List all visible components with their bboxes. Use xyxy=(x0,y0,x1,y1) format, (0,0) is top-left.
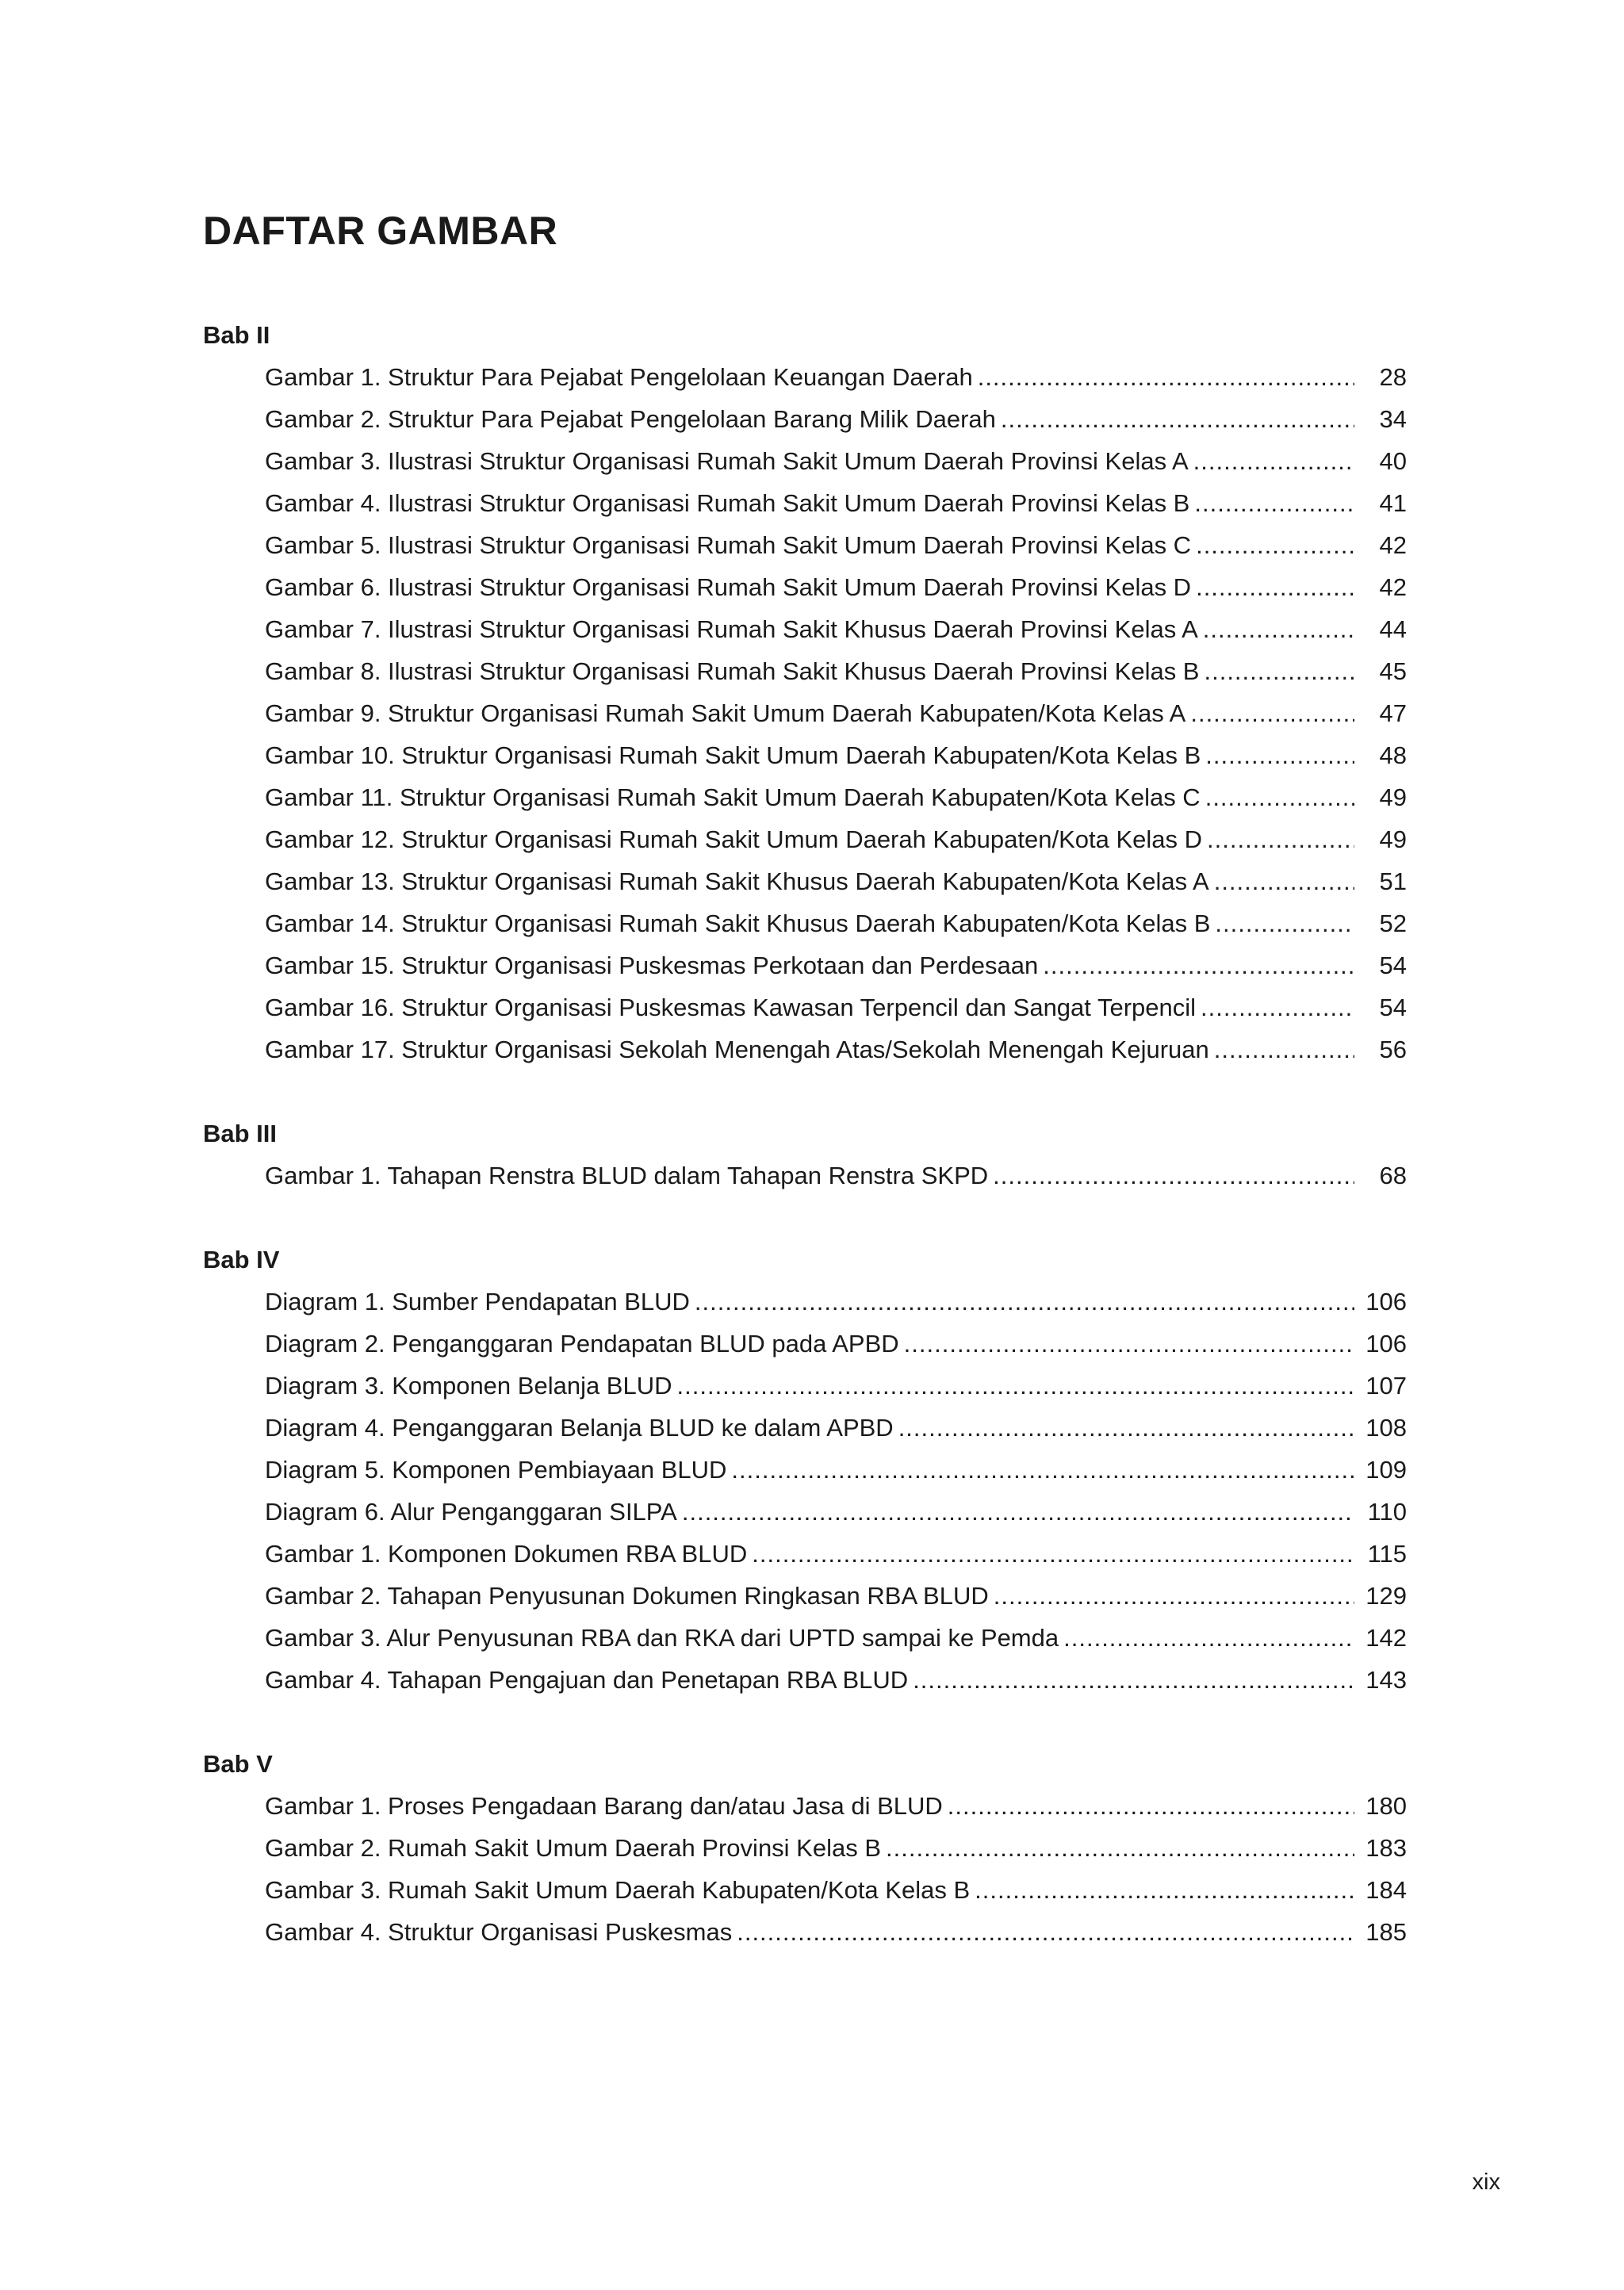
toc-entry xyxy=(265,608,1407,650)
entry-label: Gambar 15. Struktur Organisasi Puskesmas Perkotaan dan Perdesaan xyxy=(265,952,1039,979)
entry-label: Gambar 2. Tahapan Penyusunan Dokumen Ringkasan RBA BLUD xyxy=(265,1582,989,1610)
toc-entry xyxy=(265,902,1407,944)
toc-entry xyxy=(265,1869,1407,1911)
entry-page-number: 109 xyxy=(1365,1456,1407,1484)
dot-leader xyxy=(682,1491,1354,1533)
dot-leader xyxy=(1205,776,1354,818)
entry-page-number: 115 xyxy=(1367,1540,1407,1568)
toc-entry xyxy=(265,1281,1407,1323)
dot-leader xyxy=(994,1575,1354,1617)
entry-page-number: 28 xyxy=(1379,363,1407,391)
page-number: xix xyxy=(1472,2169,1500,2195)
dot-leader xyxy=(752,1533,1354,1575)
entry-label: Gambar 12. Struktur Organisasi Rumah Sakit Umum Daerah Kabupaten/Kota Kelas D xyxy=(265,825,1202,853)
entry-page-number: 34 xyxy=(1379,405,1407,433)
dot-leader xyxy=(737,1911,1354,1953)
entry-label: Gambar 16. Struktur Organisasi Puskesmas Kawasan Terpencil dan Sangat Terpencil xyxy=(265,994,1197,1021)
entry-label: Gambar 11. Struktur Organisasi Rumah Sakit Umum Daerah Kabupaten/Kota Kelas C xyxy=(265,783,1201,811)
entry-label: Gambar 4. Tahapan Pengajuan dan Penetapan RBA BLUD xyxy=(265,1666,909,1694)
toc-entry xyxy=(265,1785,1407,1827)
entry-page-number: 54 xyxy=(1379,994,1407,1021)
entry-page-number: 183 xyxy=(1365,1834,1407,1862)
dot-leader xyxy=(898,1407,1354,1449)
dot-leader xyxy=(975,1869,1354,1911)
entry-label: Gambar 17. Struktur Organisasi Sekolah Menengah Atas/Sekolah Menengah Kejuruan xyxy=(265,1036,1209,1063)
toc-section xyxy=(203,314,1424,1070)
entry-page-number: 185 xyxy=(1365,1918,1407,1946)
entry-label: Gambar 1. Proses Pengadaan Barang dan/atau Jasa di BLUD xyxy=(265,1792,943,1820)
toc-entry xyxy=(265,1491,1407,1533)
entry-label: Gambar 4. Struktur Organisasi Puskesmas xyxy=(265,1918,733,1946)
entry-label: Gambar 3. Alur Penyusunan RBA dan RKA dari UPTD sampai ke Pemda xyxy=(265,1624,1059,1652)
entry-page-number: 56 xyxy=(1379,1036,1407,1063)
toc-section xyxy=(203,1112,1424,1197)
dot-leader xyxy=(731,1449,1354,1491)
entry-label: Diagram 4. Penganggaran Belanja BLUD ke dalam APBD xyxy=(265,1414,894,1442)
entry-page-number: 52 xyxy=(1379,909,1407,937)
entry-page-number: 143 xyxy=(1365,1666,1407,1694)
toc-entry xyxy=(265,1028,1407,1070)
dot-leader xyxy=(1193,440,1354,482)
dot-leader xyxy=(1214,860,1354,902)
entry-page-number: 41 xyxy=(1379,489,1407,517)
dot-leader xyxy=(886,1827,1354,1869)
table-of-figures xyxy=(203,314,1424,1995)
toc-entry xyxy=(265,1617,1407,1659)
toc-entry xyxy=(265,440,1407,482)
section-heading: Bab II xyxy=(203,321,270,349)
dot-leader xyxy=(948,1785,1354,1827)
entry-label: Gambar 10. Struktur Organisasi Rumah Sakit Umum Daerah Kabupaten/Kota Kelas B xyxy=(265,741,1201,769)
dot-leader xyxy=(1203,608,1354,650)
toc-entry xyxy=(265,650,1407,692)
entry-label: Gambar 3. Ilustrasi Struktur Organisasi Rumah Sakit Umum Daerah Provinsi Kelas A xyxy=(265,447,1189,475)
dot-leader xyxy=(1196,566,1354,608)
dot-leader xyxy=(695,1281,1354,1323)
entry-page-number: 110 xyxy=(1367,1498,1407,1526)
entry-page-number: 108 xyxy=(1365,1414,1407,1442)
entry-page-number: 49 xyxy=(1379,783,1407,811)
toc-section xyxy=(203,1239,1424,1701)
toc-entry xyxy=(265,860,1407,902)
toc-entry xyxy=(265,776,1407,818)
entry-label: Gambar 4. Ilustrasi Struktur Organisasi Rumah Sakit Umum Daerah Provinsi Kelas B xyxy=(265,489,1190,517)
entry-page-number: 106 xyxy=(1365,1288,1407,1315)
entry-label: Diagram 3. Komponen Belanja BLUD xyxy=(265,1372,672,1400)
entry-page-number: 54 xyxy=(1379,952,1407,979)
entry-label: Diagram 6. Alur Penganggaran SILPA xyxy=(265,1498,677,1526)
section-heading: Bab III xyxy=(203,1120,278,1147)
entry-label: Gambar 14. Struktur Organisasi Rumah Sakit Khusus Daerah Kabupaten/Kota Kelas B xyxy=(265,909,1211,937)
toc-entry xyxy=(265,566,1407,608)
entry-page-number: 45 xyxy=(1379,657,1407,685)
entry-page-number: 44 xyxy=(1379,615,1407,643)
entry-label: Diagram 1. Sumber Pendapatan BLUD xyxy=(265,1288,690,1315)
entry-page-number: 184 xyxy=(1365,1876,1407,1904)
entry-page-number: 180 xyxy=(1365,1792,1407,1820)
toc-entry xyxy=(265,1575,1407,1617)
dot-leader xyxy=(913,1659,1354,1701)
dot-leader xyxy=(1214,1028,1354,1070)
toc-entry xyxy=(265,1449,1407,1491)
entry-label: Gambar 2. Rumah Sakit Umum Daerah Provinsi Kelas B xyxy=(265,1834,882,1862)
entry-label: Gambar 1. Tahapan Renstra BLUD dalam Tahapan Renstra SKPD xyxy=(265,1162,989,1189)
dot-leader xyxy=(677,1365,1355,1407)
entry-label: Gambar 3. Rumah Sakit Umum Daerah Kabupaten/Kota Kelas B xyxy=(265,1876,971,1904)
dot-leader xyxy=(1190,692,1354,734)
toc-entry xyxy=(265,986,1407,1028)
dot-leader xyxy=(1063,1617,1354,1659)
toc-entry xyxy=(265,692,1407,734)
entry-page-number: 48 xyxy=(1379,741,1407,769)
entry-label: Gambar 13. Struktur Organisasi Rumah Sakit Khusus Daerah Kabupaten/Kota Kelas A xyxy=(265,867,1209,895)
toc-entry xyxy=(265,1659,1407,1701)
toc-entry xyxy=(265,1365,1407,1407)
entry-page-number: 106 xyxy=(1365,1330,1407,1358)
dot-leader xyxy=(904,1323,1354,1365)
entry-label: Gambar 1. Struktur Para Pejabat Pengelolaan Keuangan Daerah xyxy=(265,363,973,391)
entry-label: Gambar 1. Komponen Dokumen RBA BLUD xyxy=(265,1540,748,1568)
toc-entry xyxy=(265,734,1407,776)
entry-label: Gambar 5. Ilustrasi Struktur Organisasi Rumah Sakit Umum Daerah Provinsi Kelas C xyxy=(265,531,1192,559)
entry-page-number: 49 xyxy=(1379,825,1407,853)
toc-entry xyxy=(265,1533,1407,1575)
dot-leader xyxy=(1196,524,1354,566)
dot-leader xyxy=(1215,902,1354,944)
toc-entry xyxy=(265,356,1407,398)
entry-label: Diagram 2. Penganggaran Pendapatan BLUD pada APBD xyxy=(265,1330,899,1358)
toc-entry xyxy=(265,1155,1407,1197)
entry-label: Gambar 2. Struktur Para Pejabat Pengelolaan Barang Milik Daerah xyxy=(265,405,996,433)
section-heading: Bab IV xyxy=(203,1246,280,1273)
section-heading: Bab V xyxy=(203,1750,273,1778)
dot-leader xyxy=(1043,944,1354,986)
entry-label: Gambar 9. Struktur Organisasi Rumah Sakit Umum Daerah Kabupaten/Kota Kelas A xyxy=(265,699,1186,727)
toc-section xyxy=(203,1743,1424,1953)
entry-label: Gambar 8. Ilustrasi Struktur Organisasi Rumah Sakit Khusus Daerah Provinsi Kelas B xyxy=(265,657,1200,685)
entry-page-number: 42 xyxy=(1379,531,1407,559)
toc-entry xyxy=(265,1911,1407,1953)
entry-page-number: 142 xyxy=(1365,1624,1407,1652)
dot-leader xyxy=(1201,986,1354,1028)
dot-leader xyxy=(1001,398,1354,440)
toc-entry xyxy=(265,398,1407,440)
entry-page-number: 51 xyxy=(1379,867,1407,895)
toc-entry xyxy=(265,482,1407,524)
toc-entry xyxy=(265,1827,1407,1869)
dot-leader xyxy=(1205,734,1354,776)
entry-page-number: 68 xyxy=(1379,1162,1407,1189)
entry-label: Diagram 5. Komponen Pembiayaan BLUD xyxy=(265,1456,727,1484)
toc-entry xyxy=(265,818,1407,860)
entry-page-number: 107 xyxy=(1365,1372,1407,1400)
dot-leader xyxy=(1194,482,1354,524)
toc-entry xyxy=(265,1407,1407,1449)
entry-label: Gambar 6. Ilustrasi Struktur Organisasi Rumah Sakit Umum Daerah Provinsi Kelas D xyxy=(265,573,1192,601)
entry-page-number: 42 xyxy=(1379,573,1407,601)
dot-leader xyxy=(1207,818,1354,860)
dot-leader xyxy=(978,356,1354,398)
page-title: DAFTAR GAMBAR xyxy=(203,209,558,253)
entry-page-number: 129 xyxy=(1365,1582,1407,1610)
toc-entry xyxy=(265,944,1407,986)
toc-entry xyxy=(265,1323,1407,1365)
dot-leader xyxy=(1204,650,1354,692)
toc-entry xyxy=(265,524,1407,566)
entry-page-number: 40 xyxy=(1379,447,1407,475)
dot-leader xyxy=(993,1155,1354,1197)
entry-page-number: 47 xyxy=(1379,699,1407,727)
entry-label: Gambar 7. Ilustrasi Struktur Organisasi Rumah Sakit Khusus Daerah Provinsi Kelas A xyxy=(265,615,1198,643)
